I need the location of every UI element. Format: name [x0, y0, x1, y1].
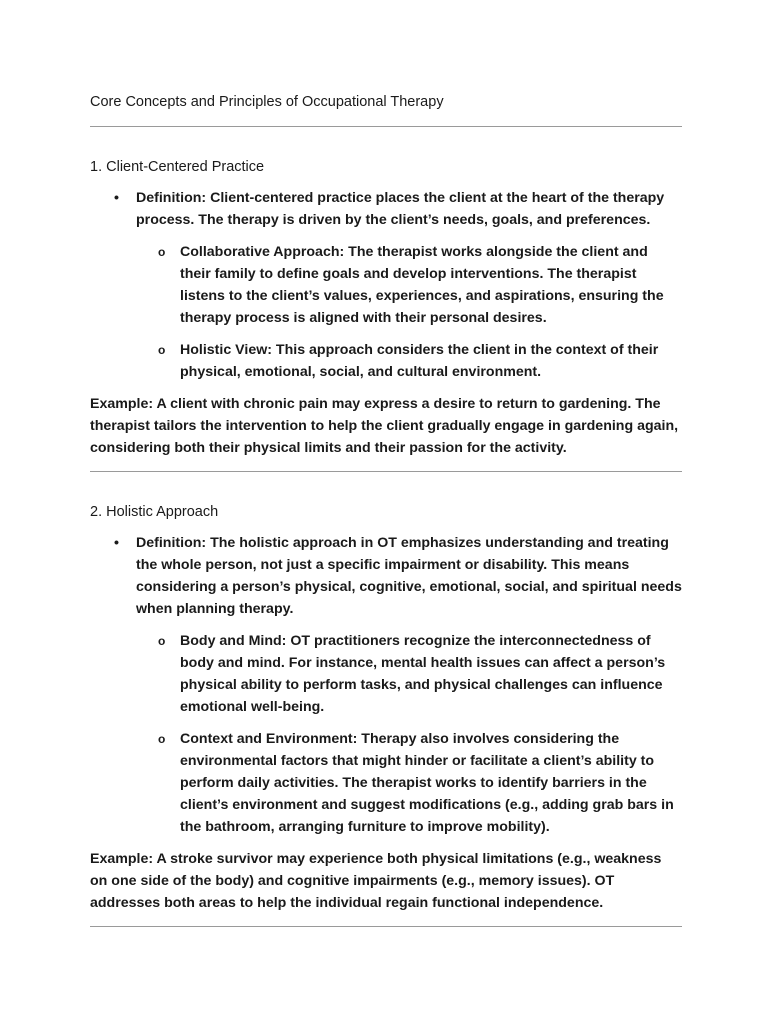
circle-bullet-icon: o — [158, 245, 166, 259]
circle-bullet-icon: o — [158, 634, 166, 648]
sub-list — [136, 630, 682, 838]
definition-text: Definition: The holistic approach in OT emphasizes understanding and treating the whole person, not just a specific impairment or disability. This means considering a person’s physical, cognitive, emotional, social, and spiritual needs when planning therapy. — [136, 535, 682, 617]
sub-item-text: Collaborative Approach: The therapist works alongside the client and their family to define goals and develop interventions. The therapist listens to the client’s values, experiences, and aspirations, ensuring the therapy process is aligned with their personal desires. — [180, 244, 664, 326]
sub-item-holistic-view — [136, 339, 682, 383]
sub-item-body-and-mind — [136, 630, 682, 718]
example-paragraph: Example: A stroke survivor may experience both physical limitations (e.g., weakness on one side of the body) and cognitive impairments (e.g., memory issues). OT addresses both areas to help the individual regain functional independence. — [90, 851, 662, 911]
bullet-dot-icon: • — [114, 535, 119, 551]
document-title: Core Concepts and Principles of Occupational Therapy — [90, 94, 444, 110]
sub-item-text: Body and Mind: OT practitioners recognize the interconnectedness of body and mind. For instance, mental health issues can affect a person’s physical ability to perform tasks, and physical challenges can influence emotional well-being. — [180, 633, 666, 715]
sub-item-text: Holistic View: This approach considers the client in the context of their physical, emotional, social, and cultural environment. — [180, 342, 659, 380]
bullet-list — [90, 187, 682, 383]
bullet-dot-icon: • — [114, 190, 119, 206]
sub-item-context-and-environment — [136, 728, 682, 838]
definition-text: Definition: Client-centered practice places the client at the heart of the therapy process. The therapy is driven by the client’s needs, goals, and preferences. — [136, 190, 665, 228]
section-heading: 2. Holistic Approach — [90, 504, 219, 520]
sub-item-text: Context and Environment: Therapy also involves considering the environmental factors that might hinder or facilitate a client’s ability to perform daily activities. The therapist works to identify barriers in the client’s environment and suggest modifications (e.g., adding grab bars in the bathroom, arranging furniture to improve mobility). — [180, 731, 674, 835]
definition-bullet — [90, 187, 682, 383]
circle-bullet-icon: o — [158, 732, 166, 746]
sub-list — [136, 241, 682, 383]
bullet-list — [90, 532, 682, 838]
example-paragraph: Example: A client with chronic pain may express a desire to return to gardening. The therapist tailors the intervention to help the client gradually engage in gardening again, considering both their physical limits and their passion for the activity. — [90, 396, 679, 456]
section-divider — [90, 126, 682, 127]
section-divider — [90, 471, 682, 472]
document-page — [90, 92, 682, 927]
section-heading: 1. Client-Centered Practice — [90, 159, 265, 175]
section-divider — [90, 926, 682, 927]
section-holistic-approach — [90, 502, 682, 914]
definition-bullet — [90, 532, 682, 838]
section-client-centered-practice — [90, 157, 682, 459]
sub-item-collaborative-approach — [136, 241, 682, 329]
circle-bullet-icon: o — [158, 343, 166, 357]
